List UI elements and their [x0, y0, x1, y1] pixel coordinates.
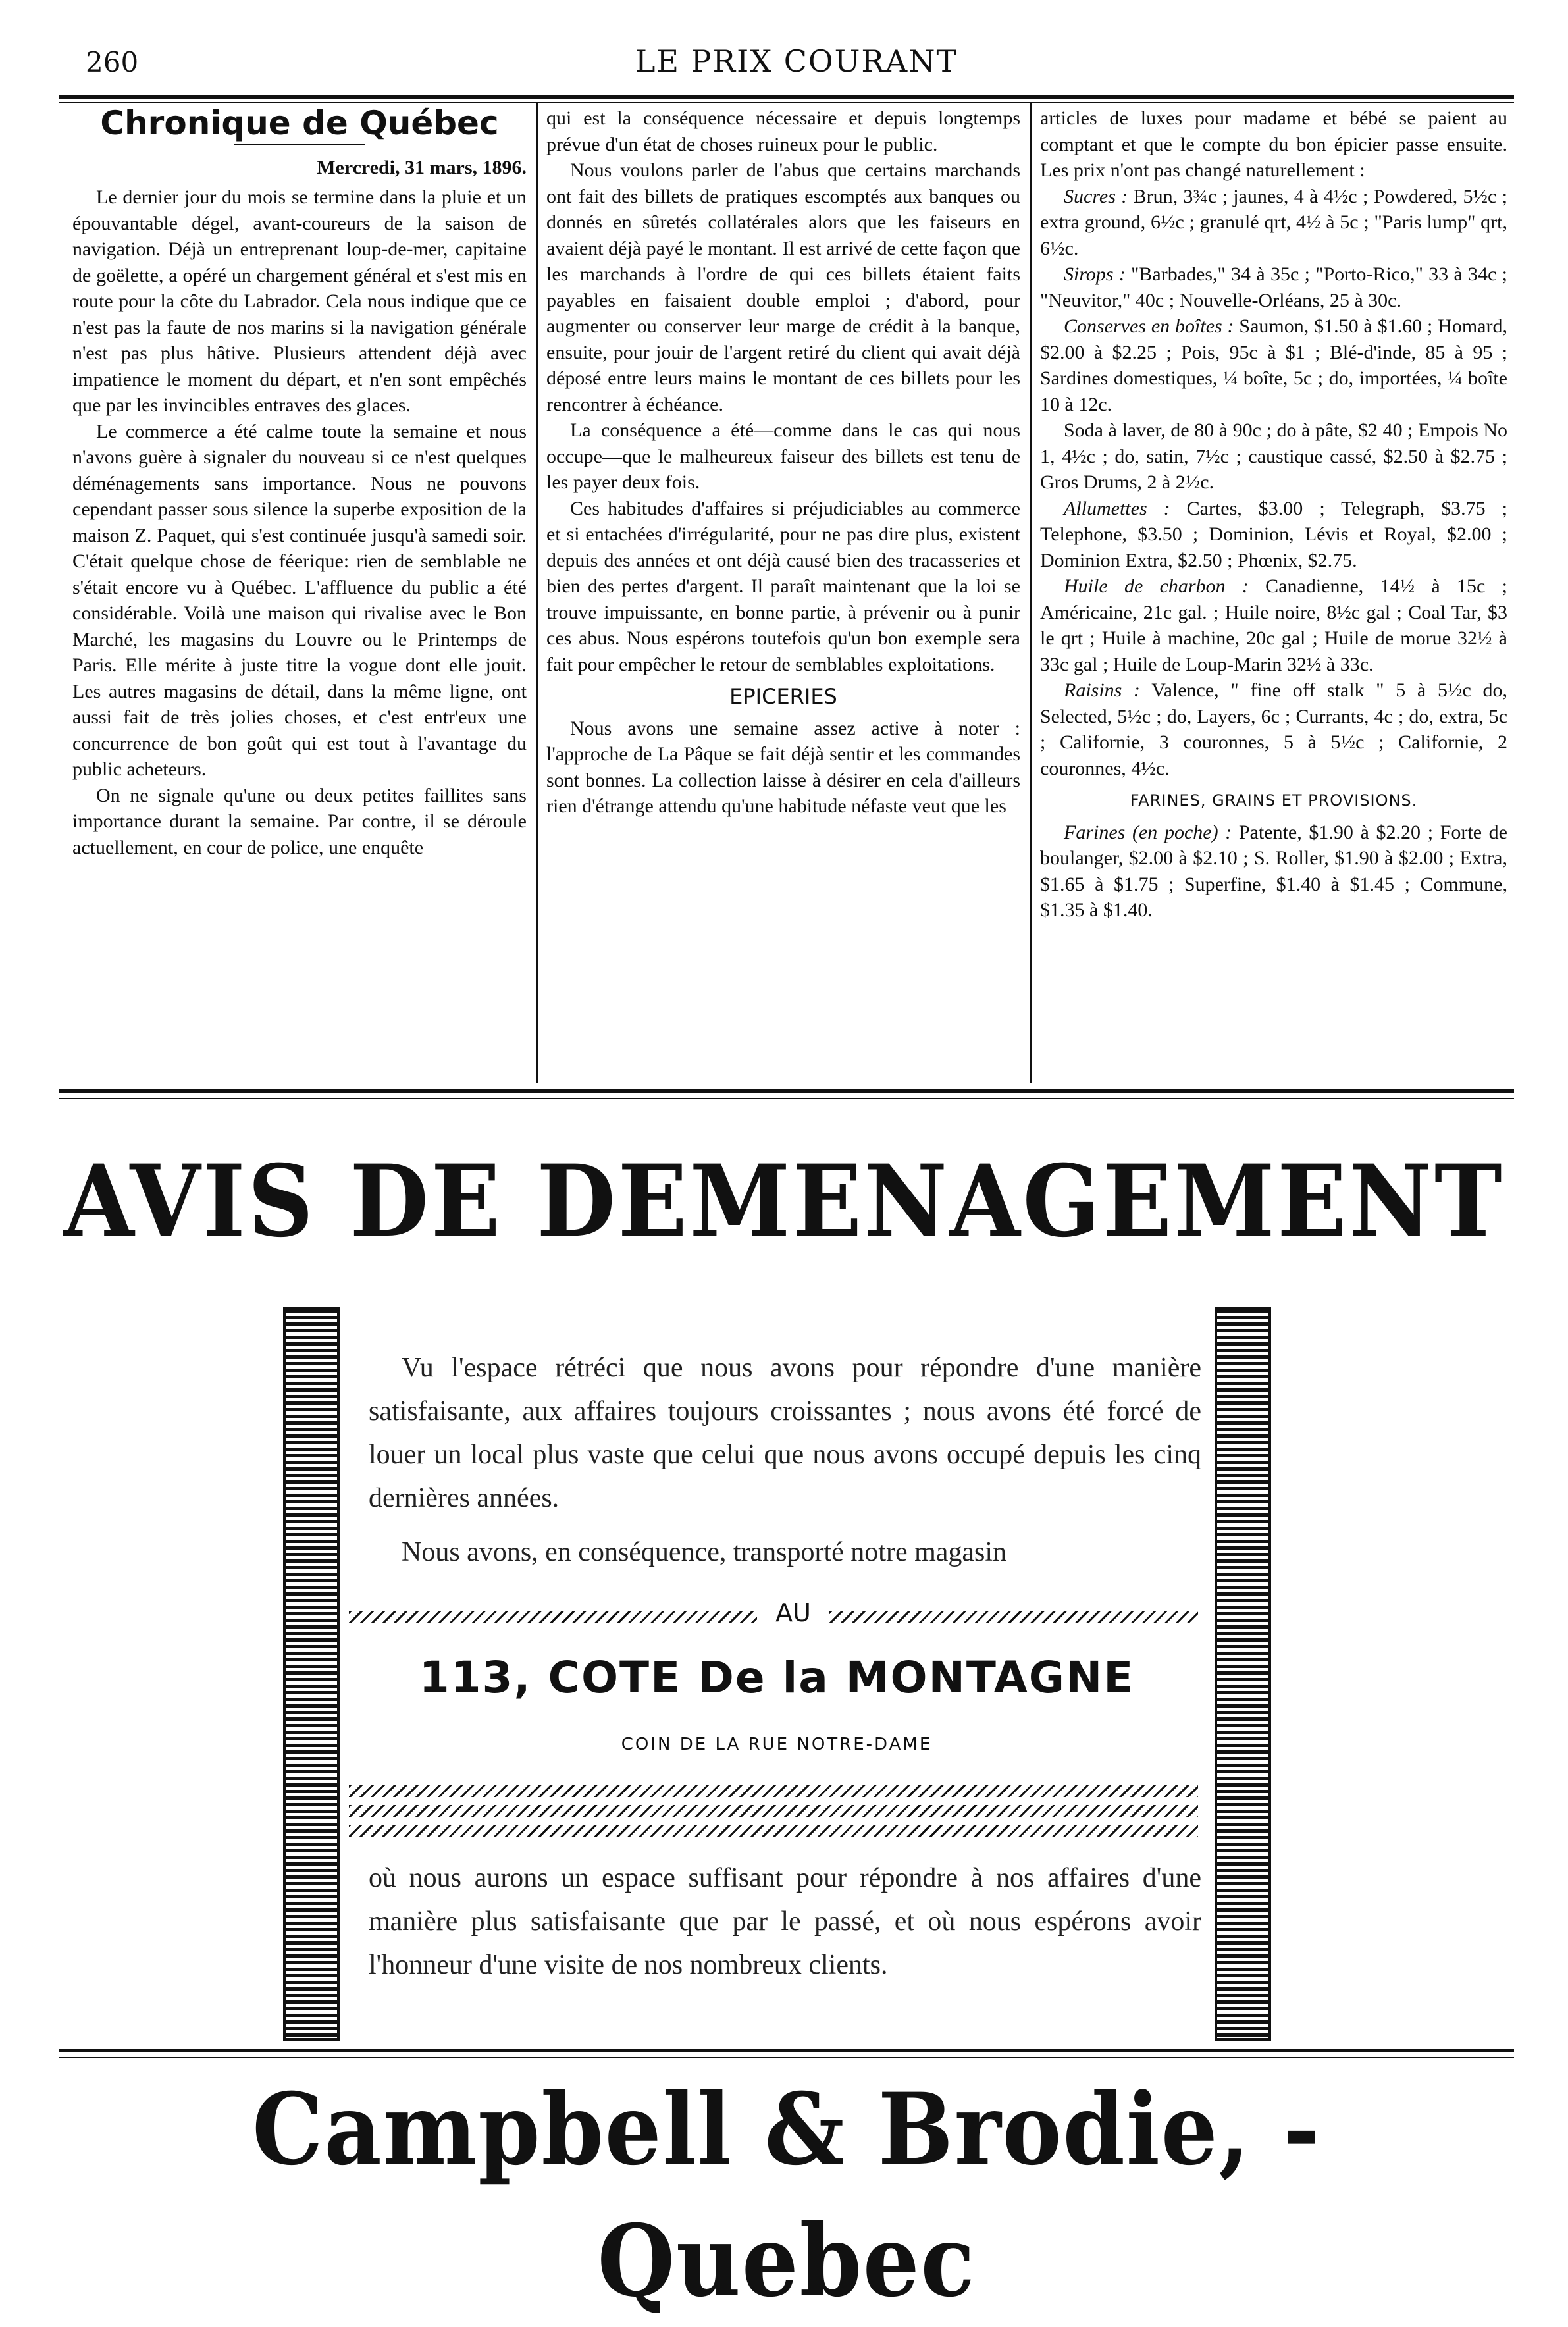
- footer-rule-thin: [59, 2057, 1514, 2058]
- advert-text: où nous aurons un espace suffisant pour répondre à nos affaires d'une manière plus satisfaisante que par le passé, et où nous espérons avoir l'honneur d'une visite de nos nombreux clients.: [369, 1863, 1201, 1980]
- header-rule-thin: [59, 102, 1514, 103]
- price-label: Allumettes :: [1064, 497, 1170, 519]
- dateline: Mercredi, 31 mars, 1896.: [317, 156, 527, 178]
- price-label: Farines (en poche) :: [1064, 821, 1232, 843]
- price-text: Canadienne, 14½ à 15c ; Américaine, 21c gal. ; Huile noire, 8½c gal ; Coal Tar, $3 le qrt ; Huile à machine, 20c gal ; Huile de morue 32½ à 33c gal ; Huile de Loup-Marin 32½ à 33c.: [1040, 575, 1507, 675]
- price-label: Sirops :: [1064, 263, 1126, 285]
- price-label: Raisins :: [1064, 679, 1141, 701]
- epiceries-heading: EPICERIES: [729, 684, 837, 709]
- paragraph: Ces habitudes d'affaires si préjudiciables au commerce et si entachées d'irrégularité, pour ne pas dire plus, existent depuis des années et ont déjà causé bien des tracasseries et bien des pertes d'argent. Il paraît maintenant que la loi se trouve impuissante, en bonne partie, à prévenir ou à punir ces abus. Nous espérons toutefois qu'un bon exemple sera fait pour empêcher le retour de semblables exploitations.: [546, 497, 1020, 675]
- price-text: Saumon, $1.50 à $1.60 ; Homard, $2.00 à $2.25 ; Pois, 95c à $1 ; Blé-d'inde, 85 à 95 ; Sardines domestiques, ¼ boîte, 5c ; do, importées, ¼ boîte 10 à 12c.: [1040, 315, 1507, 415]
- price-text: "Barbades," 34 à 35c ; "Porto-Rico," 33 à 34c ; "Neuvitor," 40c ; Nouvelle-Orléans, 25 à 30c.: [1040, 263, 1507, 311]
- prices-column: [1040, 105, 1507, 1080]
- price-item: [1040, 184, 1507, 262]
- price-item: [1040, 261, 1507, 313]
- page-header: [86, 39, 1507, 86]
- advert-paragraph-2: [369, 1530, 1201, 1574]
- price-item: [1040, 313, 1507, 417]
- header-rule: [59, 95, 1514, 99]
- price-text: Cartes, $3.00 ; Telegraph, $3.75 ; Telephone, $3.50 ; Dominion, Lévis et Royal, $2.00 ; Dominion Extra, $2.50 ; Phœnix, $2.75.: [1040, 497, 1507, 571]
- right-ornamental-border: [1215, 1307, 1271, 2041]
- advert-paragraph-3: [369, 1856, 1201, 1987]
- paragraph: Nous avons une semaine assez active à noter : l'approche de La Pâque se fait déjà sentir et les commandes sont bonnes. La collection laisse à désirer en cela d'ailleurs rien d'étrange attendu qu'une habitude néfaste veut que les: [546, 717, 1020, 817]
- price-label: Conserves en boîtes :: [1064, 315, 1234, 337]
- page-number: 260: [86, 46, 139, 78]
- chronique-column: [72, 105, 527, 1080]
- price-text: Valence, " fine off stalk " 5 à 5½c do, Selected, 5½c ; do, Layers, 6c ; Currants, 4c ; do, extra, 5c ; Californie, 3 couronnes, 5 à 5½c ; Californie, 2 couronnes, 4½c.: [1040, 679, 1507, 779]
- publication-title: LE PRIX COURANT: [635, 43, 958, 79]
- wavy-rule: [349, 1805, 1198, 1817]
- paragraph: La conséquence a été—comme dans le cas qui nous occupe—que le malheureux faiseur des billets est tenu de les payer deux fois.: [546, 419, 1020, 493]
- middle-column: [546, 105, 1020, 1080]
- paragraph: Le dernier jour du mois se termine dans la pluie et un épouvantable dégel, avant-coureurs de la saison de navigation. Déjà un entreprenant loup-de-mer, capitaine de goëlette, a opéré un chargement général et s'est mis en route pour la côte du Labrador. Cela nous indique que ce n'est pas la faute de nos marins si la navigation générale n'est pas plus hâtive. Plusieurs attendent déjà avec impatience le moment du départ, et n'en sont empêchés que par les invincibles entraves des glaces.: [72, 186, 527, 416]
- paragraph: On ne signale qu'une ou deux petites faillites sans importance durant la semaine. Par contre, il se déroule actuellement, en cour de police, une enquête: [72, 784, 527, 858]
- title-rule: [234, 144, 365, 145]
- column-divider: [1030, 102, 1032, 1083]
- farines-heading: FARINES, GRAINS ET PROVISIONS.: [1130, 791, 1418, 810]
- paragraph: qui est la conséquence nécessaire et depuis longtemps prévue d'un état de choses ruineux pour le public.: [546, 107, 1020, 155]
- corner-street: COIN DE LA RUE NOTRE-DAME: [621, 1735, 933, 1754]
- wavy-rule: [349, 1611, 757, 1623]
- price-text: Patente, $1.90 à $2.20 ; Forte de boulanger, $2.00 à $2.10 ; S. Roller, $1.90 à $2.00 ; Extra, $1.65 à $1.75 ; Superfine, $1.40 à $1.45 ; Commune, $1.35 à $1.40.: [1040, 821, 1507, 921]
- advert-title: AVIS DE DEMENAGEMENT: [63, 1143, 1505, 1259]
- paragraph: articles de luxes pour madame et bébé se paient au comptant et que le compte du bon épicier passe ensuite. Les prix n'ont pas changé naturellement :: [1040, 107, 1507, 181]
- advert-paragraph-1: [369, 1346, 1201, 1520]
- wavy-rule: [349, 1825, 1198, 1837]
- price-item: [1040, 677, 1507, 781]
- price-item: [1040, 573, 1507, 677]
- price-text: Soda à laver, de 80 à 90c ; do à pâte, $2 40 ; Empois No 1, 4½c ; do, satin, 7½c ; caustique cassé, $2.50 à $2.75 ; Gros Drums, 2 à 2½c.: [1040, 419, 1507, 493]
- column-divider: [536, 102, 538, 1083]
- wavy-rule: [349, 1785, 1198, 1797]
- left-ornamental-border: [283, 1307, 340, 2041]
- paragraph: Nous voulons parler de l'abus que certains marchands ont fait des billets de pratiques escomptés aux banques ou donnés en sûretés collatérales alors que les faiseurs en avaient déjà payé le montant. Il est arrivé de cette façon que les marchands à l'ordre de qui ces billets étaient faits payables en faisaient double emploi ; d'abord, pour augmenter ou conserver leur marge de crédit à la banque, ensuite, pour jouir de l'argent retiré du client qui avait déjà déposé entre leurs mains le montant de ces billets pour les rencontrer à échéance.: [546, 159, 1020, 415]
- price-label: Sucres :: [1064, 185, 1128, 207]
- price-text: Brun, 3¾c ; jaunes, 4 à 4½c ; Powdered, 5½c ; extra ground, 6½c ; granulé qrt, 4½ à 5c ; "Paris lump" qrt, 6½c.: [1040, 185, 1507, 259]
- advert-text: Vu l'espace rétréci que nous avons pour répondre d'une manière satisfaisante, aux affaires toujours croissantes ; nous avons été forcé de louer un local plus vaste que celui que nous avons occupé depuis les cinq dernières années.: [369, 1353, 1201, 1513]
- price-label: Huile de charbon :: [1064, 575, 1249, 597]
- section-rule-thin: [59, 1098, 1514, 1099]
- section-rule: [59, 1089, 1514, 1093]
- chronique-title: Chronique de Québec: [100, 105, 499, 142]
- address: 113, COTE De la MONTAGNE: [419, 1652, 1135, 1703]
- advert-text: Nous avons, en conséquence, transporté notre magasin: [402, 1537, 1007, 1567]
- wavy-rule: [829, 1611, 1198, 1623]
- footer-rule: [59, 2049, 1514, 2052]
- price-item: [1040, 496, 1507, 574]
- price-item: [1040, 417, 1507, 496]
- au-label: AU: [775, 1598, 811, 1627]
- firm-name: Campbell & Brodie, - Quebec: [252, 2072, 1321, 2319]
- paragraph: Le commerce a été calme toute la semaine et nous n'avons guère à signaler du nouveau si ce n'est quelques déménagements sans importance. Nous ne pouvons cependant passer sous silence la superbe exposition de la maison Z. Paquet, qui s'est continuée jusqu'à samedi soir. C'était quelque chose de féerique: rien de semblable ne s'était encore vu à Québec. L'affluence du public a été considérable. Voilà une maison qui rivalise avec le Bon Marché, les magasins du Louvre ou le Printemps de Paris. Elle mérite à juste titre la vogue dont elle jouit. Les autres magasins de détail, dans la même ligne, ont aussi fait de très jolies choses, et c'est entr'eux une concurrence de bon goût qui est tout à l'avantage du public acheteurs.: [72, 420, 527, 780]
- price-item: [1040, 820, 1507, 924]
